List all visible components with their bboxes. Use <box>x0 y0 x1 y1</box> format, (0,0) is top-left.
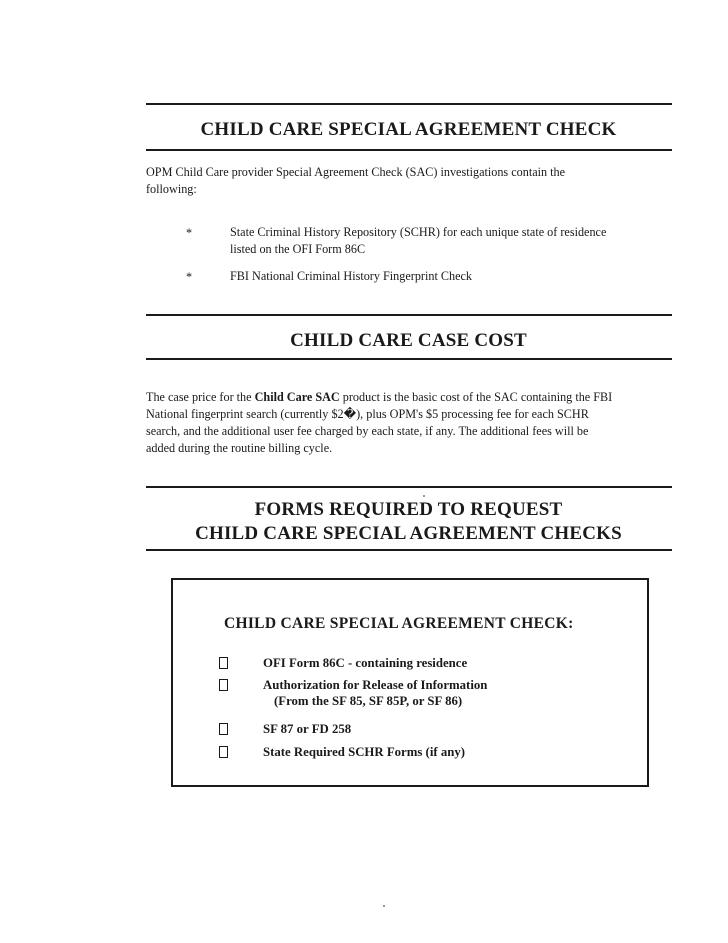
forms-heading-line1: FORMS REQUIRED TO REQUEST <box>254 499 563 520</box>
cost-heading: CHILD CARE CASE COST <box>290 330 527 351</box>
top-rule-1 <box>146 103 672 105</box>
bullet-text-schr <box>230 224 650 258</box>
cost-line1-suffix: product is the basic cost of the SAC containing the FBI <box>339 390 613 404</box>
cost-line3: search, and the additional user fee charged by each state, if any. The additional fees will be <box>146 424 589 438</box>
checkbox[interactable] <box>219 723 228 735</box>
forms-heading-line2: CHILD CARE SPECIAL AGREEMENT CHECKS <box>195 523 622 544</box>
checklist-item-label: State Required SCHR Forms (if any) <box>263 745 466 759</box>
bullet-item-fbi <box>146 268 666 286</box>
checklist-item-label <box>263 677 487 709</box>
authorization-line1: Authorization for Release of Information <box>263 678 488 692</box>
top-rule-2 <box>146 314 672 316</box>
top-rule-3 <box>146 486 672 488</box>
bottom-rule-3 <box>146 549 672 551</box>
bullet-schr-line2: listed on the OFI Form 86C <box>230 242 366 256</box>
bullet-schr-line1: State Criminal History Repository (SCHR) for each unique state of residence <box>230 225 607 239</box>
sac-intro <box>146 164 656 198</box>
bottom-rule-2 <box>146 358 672 360</box>
cost-line4: added during the routine billing cycle. <box>146 441 333 455</box>
cost-paragraph <box>146 389 666 457</box>
scan-speck <box>383 905 385 907</box>
cost-line2: National fingerprint search (currently $2�), plus OPM's $5 processing fee for each SCHR <box>146 407 589 421</box>
cost-line1-bold: Child Care SAC <box>254 390 340 404</box>
bullet-item-schr <box>146 224 666 260</box>
asterisk-bullet-icon: * <box>186 270 193 284</box>
checkbox[interactable] <box>219 679 228 691</box>
asterisk-bullet-icon: * <box>186 226 193 240</box>
checklist-item-label: OFI Form 86C - containing residence <box>263 656 468 670</box>
checklist-title: CHILD CARE SPECIAL AGREEMENT CHECK: <box>224 615 574 632</box>
authorization-line2: (From the SF 85, SF 85P, or SF 86) <box>274 694 463 708</box>
forms-checklist-box <box>171 578 649 787</box>
bullet-text-fbi: FBI National Criminal History Fingerprint Check <box>230 269 473 283</box>
sac-intro-line2: following: <box>146 182 197 196</box>
checklist-item-label: SF 87 or FD 258 <box>263 722 352 736</box>
cost-line1-prefix: The case price for the <box>146 390 255 404</box>
checkbox[interactable] <box>219 746 228 758</box>
checkbox[interactable] <box>219 657 228 669</box>
bottom-rule-1 <box>146 149 672 151</box>
sac-heading: CHILD CARE SPECIAL AGREEMENT CHECK <box>200 119 617 140</box>
scan-speck <box>423 495 425 497</box>
sac-intro-line1: OPM Child Care provider Special Agreement Check (SAC) investigations contain the <box>146 165 566 179</box>
